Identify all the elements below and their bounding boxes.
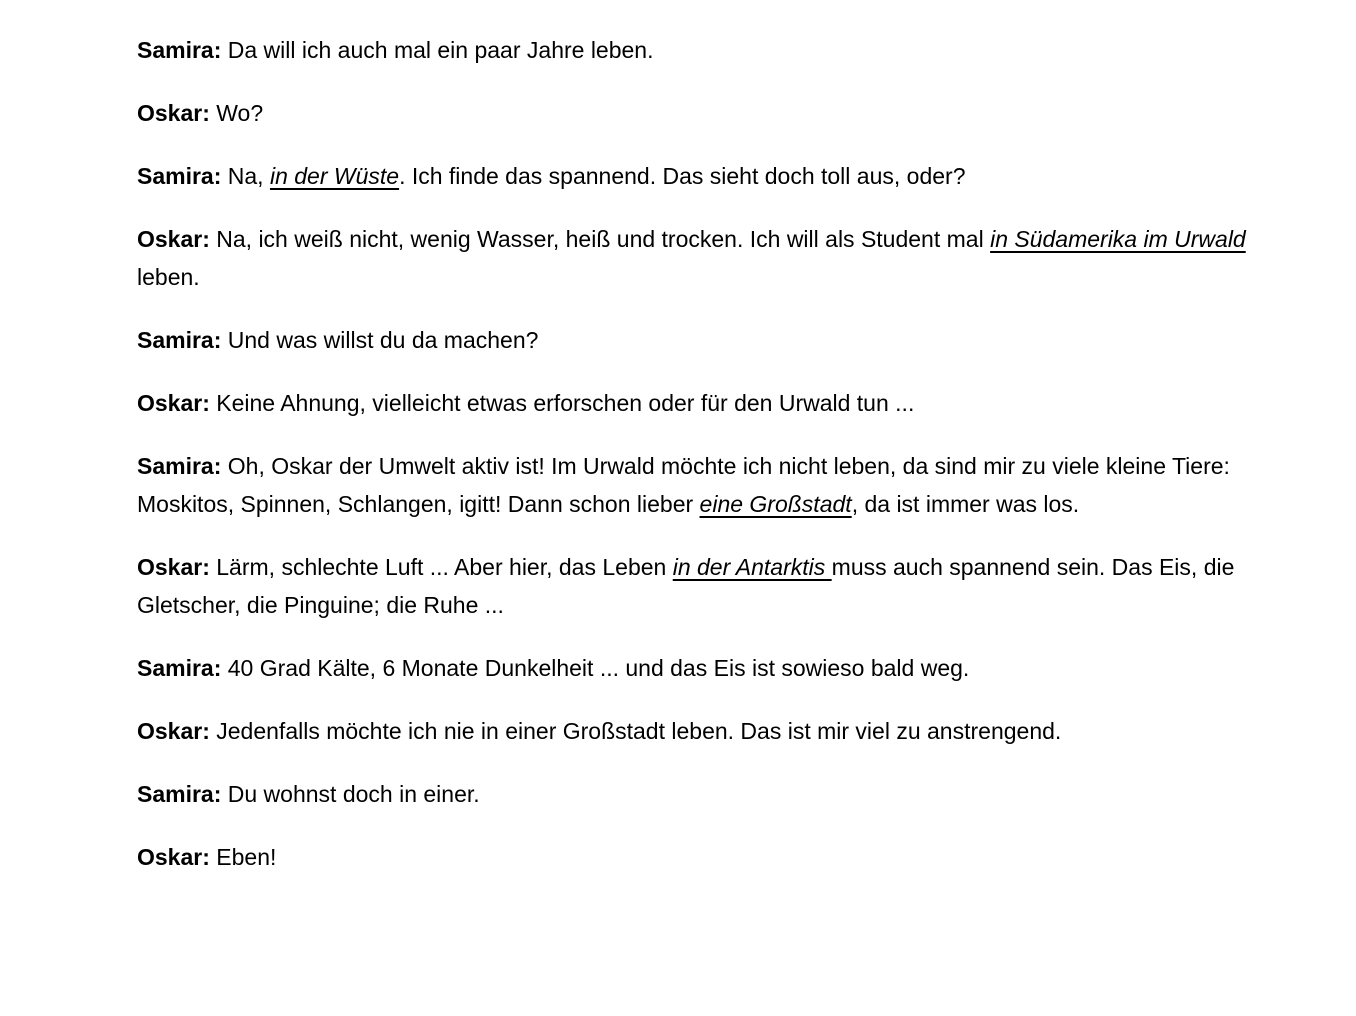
highlighted-phrase: in Südamerika im Urwald (990, 226, 1246, 252)
speaker-label: Samira: (137, 163, 222, 189)
dialogue-text-run: Und was willst du da machen? (227, 327, 539, 353)
dialogue-paragraph (137, 712, 1248, 750)
speaker-label: Samira: (137, 327, 222, 353)
dialogue-text-run: Na, ich weiß nicht, wenig Wasser, heiß und trocken. Ich will als Student mal (216, 226, 991, 252)
dialogue-paragraph (137, 157, 1248, 195)
dialogue-paragraph (137, 649, 1248, 687)
highlighted-phrase: eine Großstadt (699, 491, 852, 517)
dialogue-text-run: Oh, Oskar der Umwelt aktiv ist! Im Urwald möchte ich nicht leben, da sind mir zu viele kleine Tiere: Moskitos, Spinnen, Schlangen, igitt! Dann schon lieber (137, 453, 1230, 517)
dialogue-paragraph (137, 321, 1248, 359)
dialogue-paragraph (137, 447, 1248, 523)
highlighted-phrase: in der Wüste (269, 163, 400, 189)
dialogue-paragraph (137, 548, 1248, 624)
speaker-label: Samira: (137, 781, 222, 807)
speaker-label: Oskar: (137, 554, 210, 580)
dialogue-paragraph (137, 384, 1248, 422)
dialogue-text-run: muss auch spannend sein. Das Eis, die Gletscher, die Pinguine; die Ruhe ... (137, 554, 1235, 618)
speaker-label: Oskar: (137, 100, 210, 126)
dialogue-text-run: . Ich finde das spannend. Das sieht doch toll aus, oder? (399, 163, 966, 189)
speaker-label: Oskar: (137, 718, 210, 744)
speaker-label: Samira: (137, 37, 222, 63)
dialogue-text-run: leben. (137, 264, 200, 290)
dialogue-container (137, 31, 1248, 876)
dialogue-text-run: Keine Ahnung, vielleicht etwas erforschen oder für den Urwald tun ... (216, 390, 915, 416)
highlighted-phrase: in der Antarktis (672, 554, 832, 580)
speaker-label: Oskar: (137, 226, 210, 252)
dialogue-paragraph (137, 94, 1248, 132)
speaker-label: Samira: (137, 453, 222, 479)
dialogue-text-run: Lärm, schlechte Luft ... Aber hier, das Leben (216, 554, 673, 580)
dialogue-text-run: Da will ich auch mal ein paar Jahre leben. (227, 37, 654, 63)
dialogue-paragraph (137, 775, 1248, 813)
speaker-label: Oskar: (137, 844, 210, 870)
dialogue-text-run: Na, (227, 163, 270, 189)
dialogue-text-run: Wo? (216, 100, 264, 126)
speaker-label: Samira: (137, 655, 222, 681)
dialogue-text-run: Eben! (216, 844, 277, 870)
dialogue-text-run: Du wohnst doch in einer. (227, 781, 480, 807)
dialogue-paragraph (137, 838, 1248, 876)
dialogue-text-run: 40 Grad Kälte, 6 Monate Dunkelheit ... und das Eis ist sowieso bald weg. (227, 655, 970, 681)
dialogue-text-run: Jedenfalls möchte ich nie in einer Großstadt leben. Das ist mir viel zu anstrengend. (216, 718, 1062, 744)
speaker-label: Oskar: (137, 390, 210, 416)
dialogue-text-run: , da ist immer was los. (851, 491, 1080, 517)
dialogue-paragraph (137, 31, 1248, 69)
dialogue-paragraph (137, 220, 1248, 296)
